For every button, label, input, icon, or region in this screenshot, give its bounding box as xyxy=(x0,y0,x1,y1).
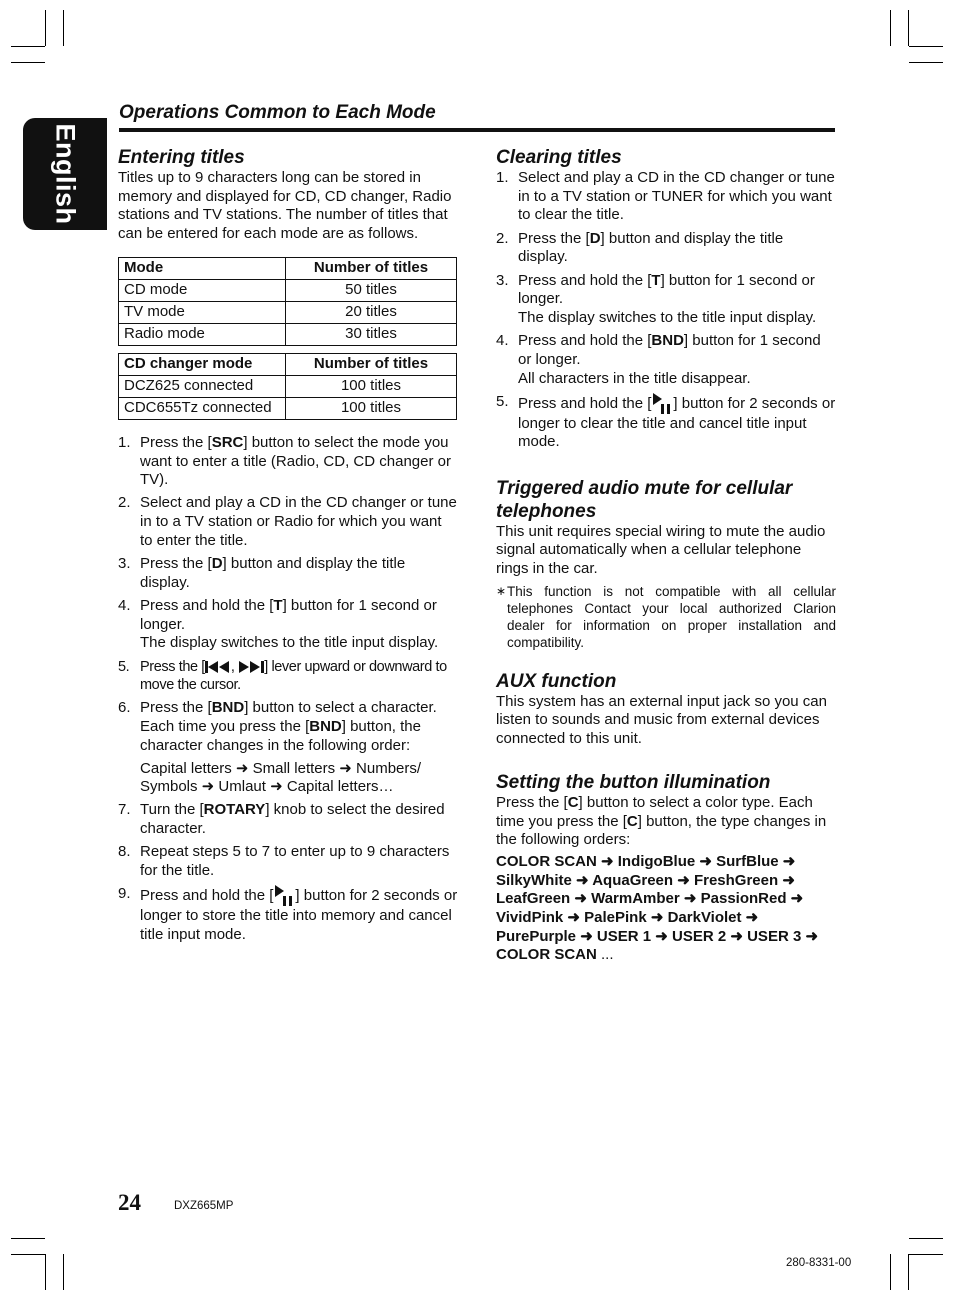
crop-mark xyxy=(909,1238,943,1239)
table-cell: 100 titles xyxy=(286,397,457,419)
separator: , xyxy=(230,658,239,675)
step-text: Press the [ xyxy=(140,699,212,717)
step-text: All characters in the title disappear. xyxy=(518,369,751,387)
entering-intro: Titles up to 9 characters long can be stored in memory and displayed for CD, CD changer, Radio stations and TV stations. The number of titles that can be entered for each mode are as follows. xyxy=(118,169,452,243)
list-item xyxy=(496,230,836,267)
step-number: 5. xyxy=(118,658,130,675)
left-column xyxy=(118,146,458,949)
step-text: Repeat steps 5 to 7 to enter up to 9 characters for the title. xyxy=(140,843,450,880)
note-text: This function is not compatible with all cellular telephones Contact your local authorized Clarion dealer for information on proper installation and compatibility. xyxy=(507,583,836,650)
crop-mark xyxy=(63,1254,64,1290)
button-name: T xyxy=(651,271,661,289)
entering-steps xyxy=(118,434,458,945)
step-text: ] button for 2 seconds or longer to store the title into memory and cancel title input mode. xyxy=(140,887,458,943)
page-number: 24 xyxy=(118,1190,141,1215)
table-row xyxy=(119,301,457,323)
step-number: 4. xyxy=(496,332,509,350)
step-number: 2. xyxy=(118,494,131,512)
mute-note xyxy=(496,583,836,651)
crop-mark xyxy=(63,10,64,46)
crop-mark xyxy=(45,10,46,46)
step-text: Select and play a CD in the CD changer or tune in to a TV station or Radio for which you want to enter the title. xyxy=(140,494,457,549)
step-number: 5. xyxy=(496,392,509,410)
step-number: 3. xyxy=(496,271,509,289)
list-item xyxy=(496,393,836,452)
step-text: Press the [ xyxy=(140,658,205,675)
step-text: Press the [ xyxy=(140,555,212,573)
mute-text: This unit requires special wiring to mute the audio signal automatically when a cellular telephone rings in the car. xyxy=(496,522,826,578)
list-item xyxy=(118,555,458,592)
step-number: 9. xyxy=(118,885,131,903)
table-header: Mode xyxy=(119,257,286,279)
button-name: BND xyxy=(211,699,245,717)
table-cell: 100 titles xyxy=(286,375,457,397)
button-name: C xyxy=(626,812,638,830)
model-number: DXZ665MP xyxy=(174,1200,234,1212)
play-pause-icon xyxy=(273,885,295,907)
step-text: ] button for 2 seconds or longer to clear the title and cancel title input mode. xyxy=(518,394,836,451)
table-header: Number of titles xyxy=(286,257,457,279)
step-text: ] button to select the mode you want to enter a title (Radio, CD, CD changer or TV). xyxy=(140,433,451,489)
button-name: C xyxy=(567,793,579,811)
table-header: Number of titles xyxy=(286,353,457,375)
illumination-text xyxy=(496,794,836,850)
table-cell: 20 titles xyxy=(286,301,457,323)
entering-heading: Entering titles xyxy=(118,147,245,168)
illumination-heading: Setting the button illumination xyxy=(496,771,771,793)
step-text: Press and hold the [ xyxy=(518,332,652,350)
step-text: Select and play a CD in the CD changer or tune in to a TV station or TUNER for which you want to clear the title. xyxy=(518,169,835,224)
step-text: ] lever upward or downward to move the cursor. xyxy=(140,658,447,694)
step-text: Turn the [ xyxy=(140,801,204,819)
step-number: 8. xyxy=(118,843,131,861)
step-text: ] button for 1 second or longer. xyxy=(140,596,437,633)
list-item xyxy=(118,885,458,944)
list-item xyxy=(496,272,836,328)
list-item xyxy=(118,843,458,880)
table-row xyxy=(119,375,457,397)
character-order: Capital letters ➜ Small letters ➜ Numbers/ Symbols ➜ Umlaut ➜ Capital letters… xyxy=(140,759,422,796)
step-text: ] button for 1 second or longer. xyxy=(518,271,815,308)
table-cell: 50 titles xyxy=(286,279,457,301)
crop-mark xyxy=(908,1254,909,1290)
mute-heading: Triggered audio mute for cellular telephones xyxy=(496,477,793,522)
ellipsis: ... xyxy=(596,946,614,964)
step-text: Press the [ xyxy=(518,229,590,247)
step-number: 3. xyxy=(118,555,131,573)
step-number: 7. xyxy=(118,801,131,819)
step-text: Press and hold the [ xyxy=(140,596,274,614)
document-code: 280-8331-00 xyxy=(786,1257,852,1269)
text: Press the [ xyxy=(496,793,568,811)
clearing-heading: Clearing titles xyxy=(496,147,622,168)
button-name: D xyxy=(211,555,223,573)
table-row xyxy=(119,323,457,345)
cd-changer-table xyxy=(118,353,457,420)
table-cell: DCZ625 connected xyxy=(119,375,286,397)
list-item xyxy=(496,169,836,225)
step-text: Press and hold the [ xyxy=(140,887,274,905)
table-header-row xyxy=(119,257,457,279)
list-item xyxy=(118,434,458,490)
section-rule xyxy=(119,128,835,132)
skip-forward-icon xyxy=(238,661,264,673)
aux-heading: AUX function xyxy=(496,670,617,692)
aux-text: This system has an external input jack so you can listen to sounds and music from external devices connected to this unit. xyxy=(496,692,827,748)
button-name: D xyxy=(589,229,601,247)
crop-mark xyxy=(908,10,909,46)
table-cell: TV mode xyxy=(119,301,286,323)
color-sequence xyxy=(496,853,836,965)
step-text: ] button, the character changes in the following order: xyxy=(140,718,421,754)
crop-mark xyxy=(11,46,45,47)
step-text: ] button to select a character. Each time you press the [ xyxy=(140,699,437,736)
play-pause-icon xyxy=(651,393,673,415)
step-number: 1. xyxy=(118,433,131,451)
button-name: T xyxy=(273,596,283,614)
crop-mark xyxy=(890,1254,891,1290)
crop-mark xyxy=(11,62,45,63)
crop-mark xyxy=(909,46,943,47)
language-tab-label: English xyxy=(50,123,81,225)
step-text: Press the [ xyxy=(140,433,212,451)
table-cell: 30 titles xyxy=(286,323,457,345)
list-item xyxy=(496,332,836,388)
crop-mark xyxy=(11,1254,45,1255)
crop-mark xyxy=(45,1254,46,1290)
clearing-steps xyxy=(496,169,836,452)
crop-mark xyxy=(909,62,943,63)
color-sequence-text: COLOR SCAN ➜ IndigoBlue ➜ SurfBlue ➜ SilkyWhite ➜ AquaGreen ➜ FreshGreen ➜ LeafGreen ➜ WarmAmber ➜ PassionRed ➜ VividPink ➜ PalePink ➜ DarkViolet ➜ PurePurple ➜ USER 1 ➜ USER 2 ➜ USER 3 ➜ COLOR SCAN xyxy=(496,852,819,964)
mode-table xyxy=(118,257,457,346)
crop-mark xyxy=(11,1238,45,1239)
crop-mark xyxy=(909,1254,943,1255)
step-text: ] button and display the title display. xyxy=(518,229,784,266)
list-item xyxy=(118,597,458,653)
list-item xyxy=(118,801,458,838)
list-item xyxy=(118,658,458,695)
crop-mark xyxy=(890,10,891,46)
button-name: BND xyxy=(309,718,342,736)
step-text: The display switches to the title input display. xyxy=(518,308,817,326)
table-row xyxy=(119,279,457,301)
step-text: The display switches to the title input display. xyxy=(140,634,439,652)
text: ] button, the type changes in the following orders: xyxy=(496,812,827,849)
step-text: ] knob to select the desired character. xyxy=(140,801,445,838)
table-cell: Radio mode xyxy=(119,323,286,345)
list-item xyxy=(118,699,458,797)
step-number: 4. xyxy=(118,596,131,614)
table-cell: CDC655Tz connected xyxy=(119,397,286,419)
step-text: ] button and display the title display. xyxy=(140,555,406,591)
button-name: SRC xyxy=(211,433,244,451)
step-text: Press and hold the [ xyxy=(518,394,652,412)
step-number: 1. xyxy=(496,169,509,186)
skip-back-icon xyxy=(205,661,231,673)
table-cell: CD mode xyxy=(119,279,286,301)
right-column xyxy=(496,146,836,965)
note-asterisk: ∗ xyxy=(496,583,507,598)
table-header: CD changer mode xyxy=(119,353,286,375)
table-header-row xyxy=(119,353,457,375)
step-number: 6. xyxy=(118,699,131,717)
button-name: BND xyxy=(651,332,684,350)
language-tab xyxy=(23,118,107,230)
section-title: Operations Common to Each Mode xyxy=(119,102,436,123)
step-number: 2. xyxy=(496,229,509,247)
step-text: ] button for 1 second or longer. xyxy=(518,332,821,368)
table-row xyxy=(119,397,457,419)
text: ] button to select a color type. Each time you press the [ xyxy=(496,793,813,830)
button-name: ROTARY xyxy=(203,801,266,819)
list-item xyxy=(118,494,458,550)
step-text: Press and hold the [ xyxy=(518,271,652,289)
